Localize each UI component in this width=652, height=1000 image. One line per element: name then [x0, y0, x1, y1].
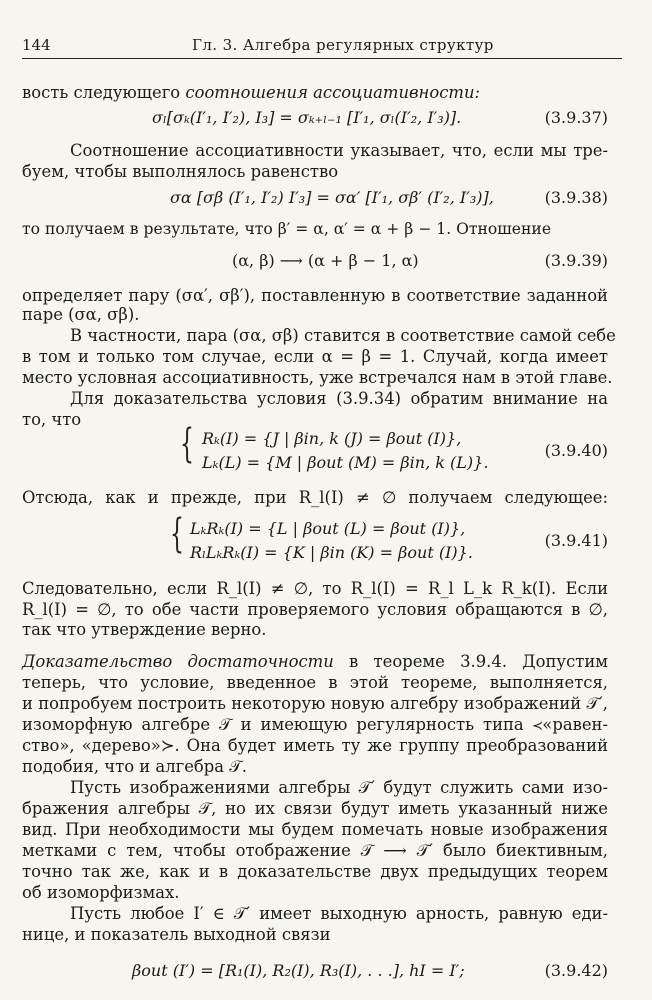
- equation-3-9-40-row-1: Rₖ(I) = {J | βin, k (J) = βout (I)},: [202, 429, 462, 448]
- text-line: подобия, что и алгебра 𝒯.: [22, 757, 248, 776]
- text-line: [22, 82, 608, 103]
- equation-number: (3.9.38): [544, 188, 608, 207]
- text-line: бражения алгебры 𝒯, но их связи будут иметь указанный ниже: [22, 799, 608, 818]
- text-span: в теореме 3.9.4. Допустим: [333, 652, 608, 671]
- equation-3-9-39: (α, β) ⟶ (α + β − 1, α): [232, 251, 419, 270]
- italic-term: соотношения ассоциативности:: [185, 83, 481, 102]
- equation-3-9-37: σₗ[σₖ(I′₁, I′₂), I₃] = σₖ₊ₗ₋₁ [I′₁, σₗ(I′₂, I′₃)].: [152, 108, 462, 127]
- text-line: R_l(I) = ∅, то обе части проверяемого условия обращаются в ∅,: [22, 600, 608, 619]
- equation-number: (3.9.37): [544, 108, 608, 127]
- text-line: Пусть изображениями алгебры 𝒯′ будут служить сами изо-: [70, 778, 608, 797]
- equation-number: (3.9.39): [544, 251, 608, 270]
- text-line: так что утверждение верно.: [22, 620, 267, 639]
- equation-3-9-42: βout (I′) = [R₁(I), R₂(I), R₃(I), . . .], hI = I′;: [132, 961, 465, 980]
- text-line: Отсюда, как и прежде, при R_l(I) ≠ ∅ получаем следующее:: [22, 488, 608, 507]
- equation-number: (3.9.40): [544, 441, 608, 460]
- equation-number: (3.9.42): [544, 961, 608, 980]
- text-line: место условная ассоциативность, уже встречался нам в этой главе.: [22, 368, 613, 387]
- text-line: метками с тем, чтобы отображение 𝒯 ⟶ 𝒯′ было биективным,: [22, 841, 608, 860]
- text-line: об изоморфизмах.: [22, 883, 180, 902]
- text-line: и попробуем построить некоторую новую алгебру изображений 𝒯′,: [22, 694, 608, 713]
- running-title: Гл. 3. Алгебра регулярных структур: [192, 36, 494, 54]
- italic-term: Доказательство достаточности: [22, 652, 334, 671]
- text-line: точно так же, как и в доказательстве двух предыдущих теорем: [22, 862, 608, 881]
- text-line: Соотношение ассоциативности указывает, что, если мы тре-: [70, 141, 608, 160]
- text-line: паре (σα, σβ).: [22, 305, 140, 324]
- equation-3-9-41-row-2: RₗLₖRₖ(I) = {K | βin (K) = βout (I)}.: [190, 543, 473, 562]
- text-line: то, что: [22, 410, 82, 429]
- text-line: ство», «дерево»≻. Она будет иметь ту же группу преобразований: [22, 736, 608, 755]
- running-header: [22, 36, 622, 59]
- text-line: определяет пару (σα′, σβ′), поставленную в соответствие заданной: [22, 286, 608, 305]
- text-line: вид. При необходимости мы будем помечать новые изображения: [22, 820, 608, 839]
- text-line: Пусть любое I′ ∈ 𝒯′ имеет выходную арность, равную еди-: [70, 904, 608, 923]
- text-line: то получаем в результате, что β′ = α, α′ = α + β − 1. Отношение: [22, 220, 552, 238]
- text-span: вость следующего: [22, 83, 186, 102]
- equation-3-9-41-row-1: LₖRₖ(I) = {L | βout (L) = βout (I)},: [190, 519, 466, 538]
- left-brace-icon: {: [170, 511, 184, 557]
- text-line: теперь, что условие, введенное в этой теореме, выполняется,: [22, 673, 608, 692]
- text-line: в том и только том случае, если α = β = 1. Случай, когда имеет: [22, 347, 608, 366]
- page-number: 144: [22, 36, 51, 54]
- text-line: Для доказательства условия (3.9.34) обратим внимание на: [70, 389, 608, 408]
- text-line: В частности, пара (σα, σβ) ставится в соответствие самой себе: [70, 326, 616, 345]
- text-line: [22, 651, 608, 672]
- equation-3-9-40-row-2: Lₖ(L) = {M | βout (M) = βin, k (L)}.: [202, 453, 489, 472]
- text-line: изоморфную алгебре 𝒯 и имеющую регулярность типа ≺«равен-: [22, 715, 608, 734]
- equation-number: (3.9.41): [544, 531, 608, 550]
- text-line: нице, и показатель выходной связи: [22, 925, 331, 944]
- text-line: Следовательно, если R_l(I) ≠ ∅, то R_l(I) = R_l L_k R_k(I). Если: [22, 579, 608, 598]
- left-brace-icon: {: [180, 421, 194, 467]
- equation-3-9-38: σα [σβ (I′₁, I′₂) I′₃] = σα′ [I′₁, σβ′ (I′₂, I′₃)],: [170, 188, 494, 207]
- text-line: буем, чтобы выполнялось равенство: [22, 162, 339, 181]
